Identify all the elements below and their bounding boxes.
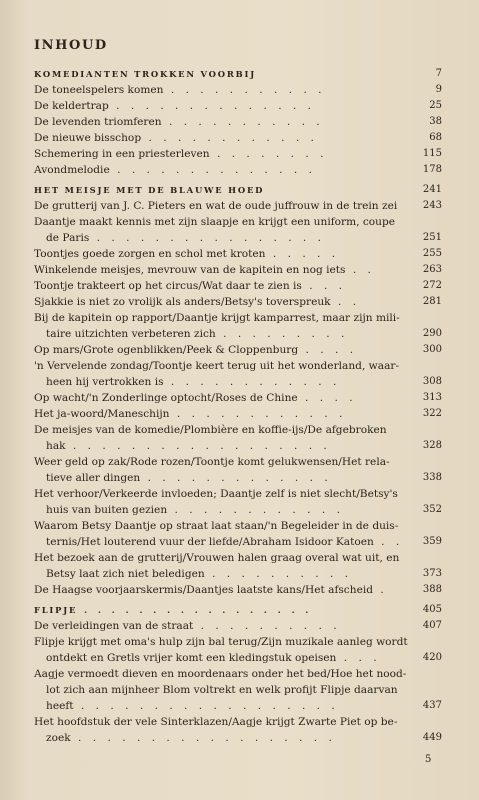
toc-entry-page: 313 — [422, 392, 442, 403]
toc-entry-page: 420 — [422, 652, 442, 663]
toc-entry-page: 68 — [429, 132, 442, 143]
toc-entry-title: De levenden triomferen — [34, 116, 162, 128]
toc-entry — [34, 438, 442, 454]
leader-dots: . . . — [301, 280, 347, 292]
toc-entry-title: heen hij vertrokken is — [46, 376, 164, 388]
toc-entry-page: 255 — [422, 248, 442, 259]
toc-entry-page: 437 — [422, 700, 442, 711]
toc-entry-title: Het hoofdstuk der vele Sinterklazen/Aagje krijgt Zwarte Piet op be- — [34, 716, 398, 728]
toc-entry-page: 449 — [422, 732, 442, 743]
toc-entry — [34, 390, 442, 406]
leader-dots: . . . . . . . . . . . . . . . . . . — [73, 700, 339, 712]
toc-entry — [34, 534, 442, 550]
toc-entry — [34, 730, 442, 746]
toc-entry-title: heeft — [46, 700, 74, 712]
toc-entry — [34, 406, 442, 422]
leader-dots: . . . . . . . . . . . — [161, 116, 324, 128]
leader-dots: . . — [330, 296, 361, 308]
toc-entry-title: De grutterij van J. C. Pieters en wat de oude juffrouw in de trein zei — [34, 200, 398, 212]
leader-dots: . . . . . . . . . . — [204, 568, 353, 580]
toc-entry — [34, 518, 442, 534]
leader-dots: . . . . . . . . . . . . — [141, 132, 318, 144]
toc-entry-page: 281 — [422, 296, 442, 307]
toc-entry — [34, 198, 442, 214]
toc-entry-page: 178 — [422, 164, 442, 175]
leader-dots: . . . . . . . . . . . . . . — [108, 100, 316, 112]
toc-entry-page: 263 — [422, 264, 442, 275]
toc-entry-page: 338 — [422, 472, 442, 483]
leader-dots: . . . . . — [265, 248, 340, 260]
toc-entry-title: de Paris — [46, 232, 90, 244]
toc-entry — [34, 162, 442, 178]
toc-entry — [34, 566, 442, 582]
toc-entry — [34, 682, 442, 698]
toc-entry — [34, 82, 442, 98]
leader-dots: . . . . . . . . . . . . . . — [109, 164, 317, 176]
leader-dots: . — [373, 584, 388, 596]
toc-entry-page: 251 — [422, 232, 442, 243]
toc-entry — [34, 470, 442, 486]
toc-entry-title: Waarom Betsy Daantje op straat laat staan/'n Begeleider in de duis- — [34, 520, 399, 532]
toc-entry-title: De meisjes van de komedie/Plombière en koffie-ijs/De afgebroken — [34, 424, 387, 436]
leader-dots: . . . . . . . . . . — [193, 620, 341, 632]
toc-entry-page: 407 — [422, 620, 442, 631]
leader-dots: . . . . . . . . . . . . — [167, 504, 344, 516]
section-page-number: 405 — [422, 604, 442, 615]
toc-entry — [34, 130, 442, 146]
toc-entry-page: 243 — [422, 200, 442, 211]
toc-entry-title: Het ja-woord/Maneschijn — [34, 408, 170, 420]
toc-entry-page: 388 — [422, 584, 442, 595]
leader-dots: . . . . . . . . . . . — [163, 84, 326, 96]
leader-dots: . . . — [336, 652, 381, 664]
toc-entry — [34, 294, 442, 310]
toc-entry-title: Schemering in een priesterleven — [34, 148, 210, 160]
leader-dots: . . . . . . . . . . . . . . . . . — [77, 605, 313, 615]
leader-dots: . . . . — [297, 392, 357, 404]
toc-entry — [34, 698, 442, 714]
section-title-text: HET MEISJE MET DE BLAUWE HOED — [34, 185, 265, 195]
toc-entry — [34, 98, 442, 114]
leader-dots: . . . . . . . . . . . . — [169, 408, 347, 420]
toc-entry-title: Flipje krijgt met oma's hulp zijn bal terug/Zijn muzikale aanleg wordt — [34, 636, 408, 648]
toc-entry-page: 290 — [422, 328, 442, 339]
section-title-text: FLIPJE — [34, 605, 78, 615]
toc-entry-title: taire uitzichten verbeteren zich — [46, 328, 216, 340]
toc-entry-page: 25 — [429, 100, 442, 111]
toc-entry — [34, 146, 442, 162]
toc-entry — [34, 326, 442, 342]
toc-entry — [34, 262, 442, 278]
toc-entry — [34, 310, 442, 326]
toc-entry-title: De keldertrap — [34, 100, 109, 112]
toc-entry-title: Toontje trakteert op het circus/Wat daar te zien is — [34, 280, 302, 292]
toc-entry-page: 352 — [422, 504, 442, 515]
toc-entry-page: 300 — [422, 344, 442, 355]
leader-dots: . . . . . . . . . — [215, 328, 349, 340]
toc-entry — [34, 634, 442, 650]
toc-entry — [34, 666, 442, 682]
toc-entry — [34, 486, 442, 502]
section-page-number: 241 — [422, 184, 442, 195]
leader-dots: . . . . . . . . . . . . . . . . . . — [65, 440, 331, 452]
toc-entry-title: huis van buiten gezien — [46, 504, 168, 516]
leader-dots: . . . . . . . . . . . . . . . . — [89, 232, 326, 244]
toc-entry — [34, 550, 442, 566]
toc-entry-title: Aagje vermoedt dieven en moordenaars onder het bed/Hoe het nood- — [34, 668, 407, 680]
toc-entry — [34, 454, 442, 470]
toc-entry-title: 'n Vervelende zondag/Toontje keert terug uit het wonderland, waar- — [34, 360, 400, 372]
toc-entry — [34, 358, 442, 374]
toc-entry-title: Het bezoek aan de grutterij/Vrouwen halen graag overal wat uit, en — [34, 552, 400, 564]
toc-entry-page: 38 — [429, 116, 442, 127]
toc-entry-page: 9 — [435, 84, 442, 95]
toc-entry-title: zoek — [46, 732, 71, 744]
toc-entry-title: ternis/Het louterend vuur der liefde/Abraham Isidoor Katoen — [46, 536, 374, 548]
toc-entry-title: tieve aller dingen — [46, 472, 141, 484]
leader-dots: . . — [373, 536, 404, 548]
toc-entry-title: De toneelspelers komen — [34, 84, 164, 96]
toc-entry-title: lot zich aan mijnheer Blom voltrekt en welk profijt Flipje daarvan — [46, 684, 398, 696]
section-title — [34, 602, 442, 618]
toc-entry-title: Op wacht/'n Zonderlinge optocht/Roses de Chine — [34, 392, 298, 404]
page-title: INHOUD — [34, 38, 108, 53]
toc-entry-title: Betsy laat zich niet beledigen — [46, 568, 205, 580]
toc-entry-title: Avondmelodie — [34, 164, 110, 176]
toc-entry-page: 359 — [422, 536, 442, 547]
toc-entry-title: Bij de kapitein op rapport/Daantje krijgt kamparrest, maar zijn mili- — [34, 312, 400, 324]
toc-entry — [34, 342, 442, 358]
toc-entry-page: 308 — [422, 376, 442, 387]
toc-entry — [34, 230, 442, 246]
section-komedianten — [34, 66, 442, 178]
leader-dots: . . . . . . . . . . . . . . . . . . — [70, 732, 336, 744]
toc-entry-title: Daantje maakt kennis met zijn slaapje en krijgt een uniform, coupe — [34, 216, 396, 228]
toc-entry-title: hak — [46, 440, 66, 452]
toc-entry-title: De nieuwe bisschop — [34, 132, 142, 144]
toc-entry-page: 373 — [422, 568, 442, 579]
toc-entry-page: 115 — [422, 148, 442, 159]
section-title — [34, 182, 442, 198]
toc-entry — [34, 714, 442, 730]
toc-entry — [34, 214, 442, 230]
toc-entry-title: ontdekt en Gretls vrijer komt een kledingstuk opeisen — [46, 652, 337, 664]
toc-entry — [34, 422, 442, 438]
leader-dots: . . . . . . . . . . . . — [163, 376, 341, 388]
toc-entry-title: De verleidingen van de straat — [34, 620, 194, 632]
section-title-text: KOMEDIANTEN TROKKEN VOORBIJ — [34, 69, 256, 79]
toc-entry-title: Winkelende meisjes, mevrouw van de kapitein en nog iets — [34, 264, 346, 276]
toc-entry-page: 322 — [422, 408, 442, 419]
leader-dots: . . — [345, 264, 375, 276]
toc-entry — [34, 374, 442, 390]
leader-dots: . . . . — [298, 344, 358, 356]
toc-entry-title: Op mars/Grote ogenblikken/Peek & Cloppenburg — [34, 344, 299, 356]
toc-entry-title: Het verhoor/Verkeerde invloeden; Daantje zelf is niet slecht/Betsy's — [34, 488, 398, 500]
leader-dots: . . . . . . . . . . . . . — [140, 472, 332, 484]
toc-entry — [34, 114, 442, 130]
leader-dots: . . . . . . . . — [209, 148, 328, 160]
section-title — [34, 66, 442, 82]
toc-entry-page: 328 — [422, 440, 442, 451]
section-page-number: 7 — [435, 68, 442, 79]
toc-entry-title: Sjakkie is niet zo vrolijk als anders/Betsy's toverspreuk — [34, 296, 331, 308]
toc-entry — [34, 502, 442, 518]
toc-entry-page: 272 — [422, 280, 442, 291]
toc-entry — [34, 246, 442, 262]
toc-entry-title: De Haagse voorjaarskermis/Daantjes laatste kans/Het afscheid — [34, 584, 374, 596]
section-meisje-blauwe-hoed — [34, 182, 442, 598]
toc-entry — [34, 650, 442, 666]
section-flipje — [34, 602, 442, 746]
toc-entry — [34, 618, 442, 634]
toc-entry-title: Weer geld op zak/Rode rozen/Toontje komt gelukwensen/Het rela- — [34, 456, 390, 468]
page-number: 5 — [425, 754, 432, 765]
toc-entry-title: Toontjes goede zorgen en schol met kroten — [34, 248, 266, 260]
toc-entry — [34, 582, 442, 598]
toc-entry — [34, 278, 442, 294]
